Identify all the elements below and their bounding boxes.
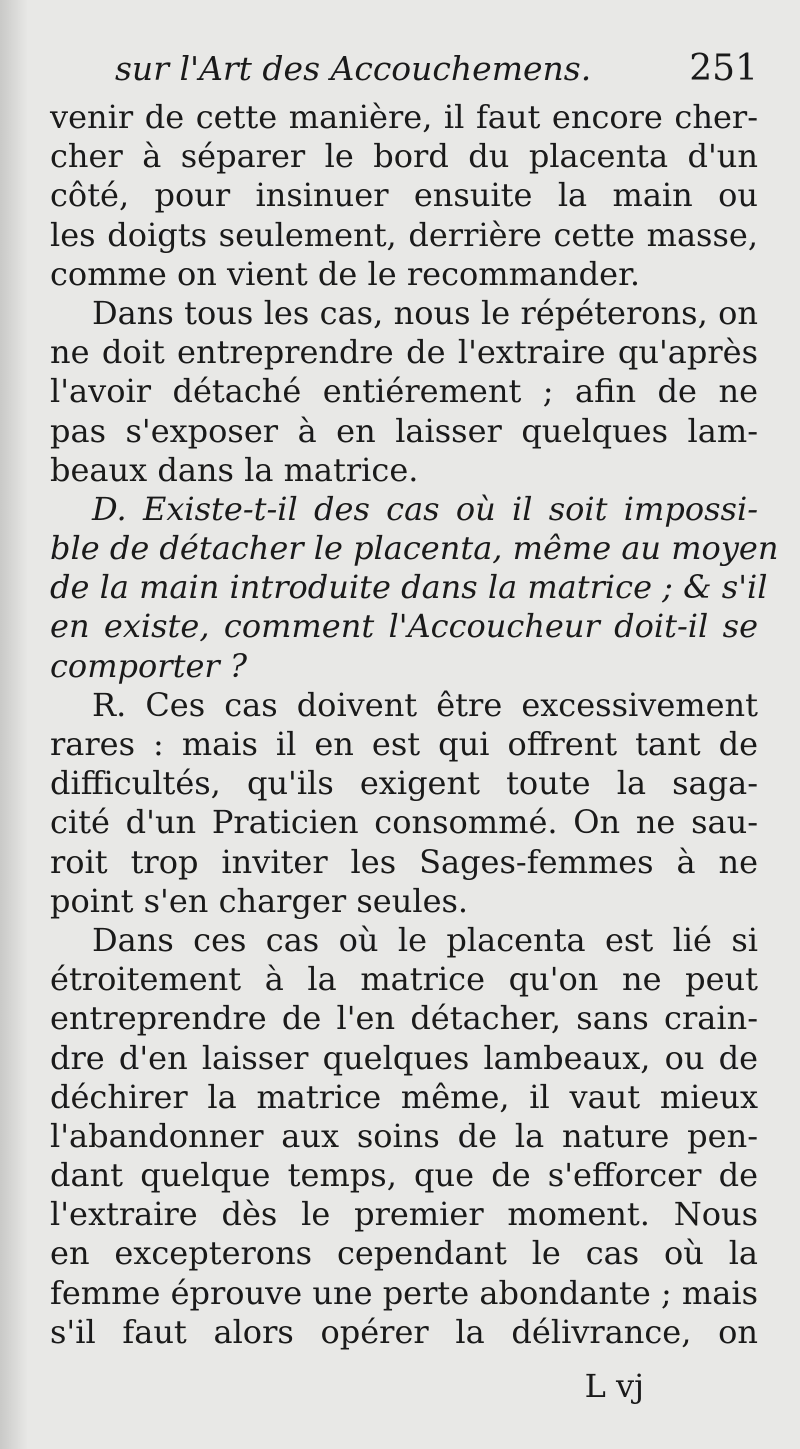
text-line: Dans tous les cas, nous le répéterons, on (92, 293, 758, 332)
text-line: de la main introduite dans la matrice ; & s'il (50, 568, 768, 607)
page-number: 251 (689, 48, 758, 89)
text-line: roit trop inviter les Sages-femmes à ne (50, 842, 758, 881)
text-line: côté, pour insinuer ensuite la main ou (50, 176, 758, 215)
text-line: entreprendre de l'en détacher, sans crain- (50, 999, 758, 1038)
text-line: difficultés, qu'ils exigent toute la saga- (50, 764, 758, 803)
text-line: Dans ces cas où le placenta est lié si (92, 920, 758, 959)
text-line: beaux dans la matrice. (50, 450, 419, 489)
text-lines (50, 98, 779, 1352)
running-header (50, 40, 758, 98)
running-title: sur l'Art des Accouchemens. (115, 49, 592, 88)
text-line: comporter ? (50, 646, 247, 685)
text-line: comme on vient de le recommander. (50, 254, 641, 293)
text-line: point s'en charger seules. (50, 881, 469, 920)
text-line: s'il faut alors opérer la délivrance, on (50, 1312, 758, 1351)
text-line: ble de détacher le placenta, même au moyen (50, 529, 779, 568)
text-line: cité d'un Praticien consommé. On ne sau- (50, 803, 758, 842)
text-line: femme éprouve une perte abondante ; mais (50, 1273, 758, 1312)
page-body (50, 40, 779, 1352)
text-line: dre d'en laisser quelques lambeaux, ou de (50, 1038, 758, 1077)
text-line: en existe, comment l'Accoucheur doit-il se (50, 607, 758, 646)
signature-mark: L vj (584, 1367, 644, 1405)
text-line: étroitement à la matrice qu'on ne peut (50, 960, 758, 999)
text-line: rares : mais il en est qui offrent tant de (50, 725, 758, 763)
page-spine-shadow (0, 0, 28, 1449)
text-line: l'abandonner aux soins de la nature pen- (50, 1116, 758, 1155)
text-line: en excepterons cependant le cas où la (50, 1234, 758, 1273)
text-line: déchirer la matrice même, il vaut mieux (50, 1077, 758, 1116)
text-line: venir de cette manière, il faut encore cher- (50, 98, 758, 136)
text-line: l'extraire dès le premier moment. Nous (50, 1195, 758, 1234)
text-line: dant quelque temps, que de s'efforcer de (50, 1156, 758, 1195)
text-line: R. Ces cas doivent être excessivement (92, 685, 758, 724)
text-line: D. Existe-t-il des cas où il soit impossi- (92, 489, 758, 528)
text-line: ne doit entreprendre de l'extraire qu'après (50, 333, 758, 372)
text-line: l'avoir détaché entiérement ; afin de ne (50, 372, 758, 411)
text-line: pas s'exposer à en laisser quelques lam- (50, 411, 758, 450)
text-line: cher à séparer le bord du placenta d'un (50, 137, 758, 176)
text-line: les doigts seulement, derrière cette masse, (50, 215, 758, 254)
